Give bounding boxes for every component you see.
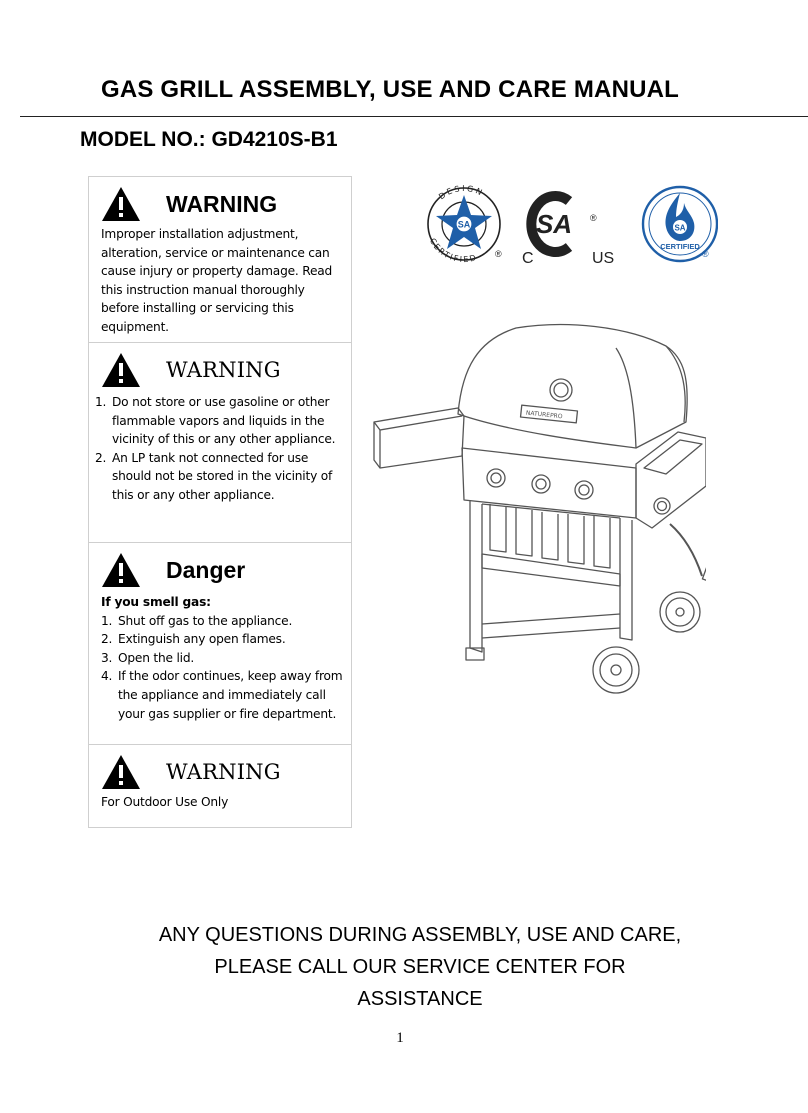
seal-registered-mark: ®	[495, 249, 502, 259]
warning-header	[101, 185, 277, 223]
list-number: 2.	[95, 450, 107, 465]
list-text: If the odor continues, keep away from the appliance and immediately call your gas supplier or fire department.	[118, 669, 343, 721]
gas-grill-illustration	[366, 318, 706, 696]
certified-registered-mark: ®	[702, 249, 709, 259]
warning-text	[101, 225, 343, 337]
document-title: GAS GRILL ASSEMBLY, USE AND CARE MANUAL	[100, 76, 680, 103]
warning-header	[101, 753, 281, 791]
warning-heading: WARNING	[166, 358, 281, 382]
warning-triangle-icon	[101, 754, 141, 790]
list-number: 1.	[101, 613, 113, 628]
list-item	[101, 649, 343, 668]
warning-triangle-icon	[101, 186, 141, 222]
svg-text:SA: SA	[535, 209, 573, 239]
list-number: 1.	[95, 395, 107, 409]
warning-box-flammables	[88, 342, 352, 544]
list-number: 4.	[101, 669, 113, 684]
cart-leg	[470, 500, 482, 652]
list-text: Shut off gas to the appliance.	[118, 613, 293, 628]
list-item	[95, 449, 343, 505]
page-number: 1	[396, 1030, 404, 1046]
list-text: Open the lid.	[118, 650, 195, 665]
list-item	[101, 667, 343, 723]
warning-paragraph: Improper installation adjustment, alteration, service or maintenance can cause injury or property damage. Read this instruction manual thoroughly before installing or servicing this equipment.	[101, 227, 333, 334]
list-item	[101, 630, 343, 649]
list-item	[101, 612, 343, 631]
list-text: Do not store or use gasoline or other flammable vapors and liquids in the vicinity of this or any other appliance.	[112, 395, 336, 447]
list-number: 2.	[101, 632, 113, 647]
warning-triangle-icon	[101, 552, 141, 588]
notice-line: ANY QUESTIONS DURING ASSEMBLY, USE AND CARE,	[158, 924, 682, 946]
list-text: An LP tank not connected for use should not be stored in the vicinity of this or any other appliance.	[112, 450, 333, 502]
warning-heading: WARNING	[166, 760, 281, 784]
title-divider	[20, 116, 808, 117]
burner-knob	[575, 481, 593, 499]
burner-knob	[487, 469, 505, 487]
danger-subheading: If you smell gas:	[101, 595, 211, 609]
list-text: Extinguish any open flames.	[118, 632, 286, 647]
seal-top-text: DESIGN	[437, 183, 486, 202]
left-side-shelf	[374, 408, 464, 468]
thermometer-gauge	[550, 379, 572, 401]
svg-text:SA: SA	[457, 219, 471, 230]
certified-label: CERTIFIED	[660, 242, 700, 251]
gas-regulator	[702, 568, 706, 585]
csa-registered-mark: ®	[590, 213, 597, 223]
warning-box-outdoor	[88, 744, 352, 828]
svg-text:SA: SA	[674, 223, 686, 233]
warning-text	[101, 793, 343, 812]
csa-c-label: C	[522, 250, 534, 265]
list-item	[95, 393, 343, 449]
design-certified-seal-icon	[428, 184, 502, 264]
danger-heading: Danger	[166, 556, 246, 583]
notice-line: PLEASE CALL OUR SERVICE CENTER FOR	[214, 956, 626, 978]
brand-plate-text: NATUREPRO	[525, 409, 563, 421]
csa-certified-flame-seal-icon	[643, 187, 717, 261]
csa-c-us-mark-icon	[522, 196, 614, 265]
model-number: MODEL NO.: GD4210S-B1	[80, 128, 338, 151]
warning-heading: WARNING	[166, 190, 278, 217]
warning-header	[101, 351, 281, 389]
warning-paragraph: For Outdoor Use Only	[101, 795, 229, 809]
warning-box-installation	[88, 176, 352, 344]
svg-text:DESIGN	[437, 184, 485, 201]
gas-hose	[670, 524, 702, 576]
burner-knob	[532, 475, 550, 493]
danger-box-gas-smell	[88, 542, 352, 746]
cart-leg	[620, 518, 632, 640]
warning-list	[95, 393, 343, 505]
certification-logos	[418, 183, 718, 265]
list-number: 3.	[101, 650, 113, 665]
grill-lid	[458, 325, 687, 448]
side-burner-knob	[654, 498, 670, 514]
danger-list	[101, 593, 343, 723]
danger-header	[101, 551, 245, 589]
service-center-notice	[120, 919, 720, 1015]
seal-bottom-text: CERTIFIED	[427, 236, 479, 265]
warning-triangle-icon	[101, 352, 141, 388]
notice-line: ASSISTANCE	[357, 988, 483, 1010]
csa-us-label: US	[592, 250, 615, 265]
side-burner-lid	[644, 440, 702, 474]
